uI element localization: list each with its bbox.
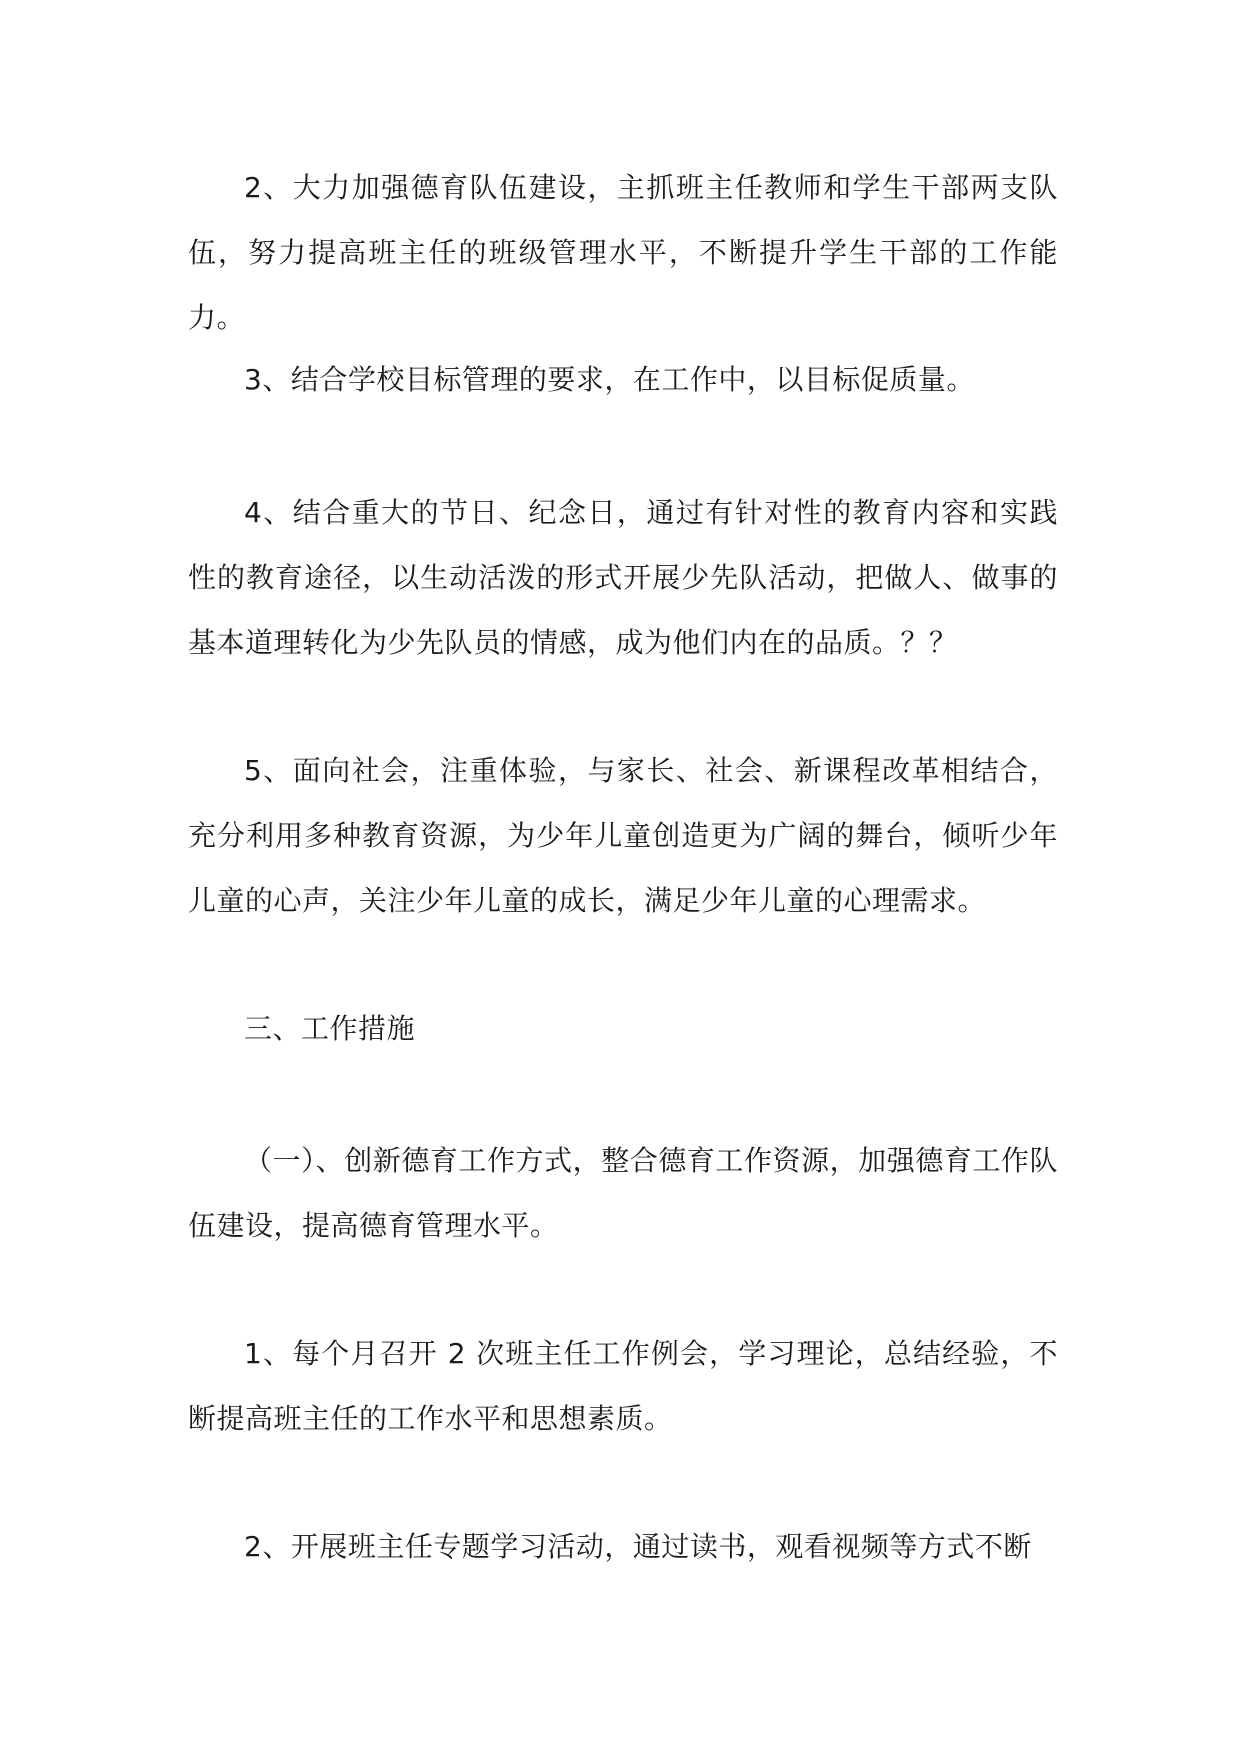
paragraph-item-2-special-study: 2、开展班主任专题学习活动，通过读书，观看视频等方式不断 [244, 1530, 1032, 1563]
subsection-heading-1: （一）、创新德育工作方式，整合德育工作资源，加强德育工作队伍建设，提高德育管理水平。 [188, 1144, 1058, 1242]
paragraph-item-5-society-experience: 5、面向社会，注重体验，与家长、社会、新课程改革相结合，充分利用多种教育资源，为少年儿童创造更为广阔的舞台，倾听少年儿童的心声，关注少年儿童的成长，满足少年儿童的心理需求。 [188, 754, 1058, 917]
section-heading-work-measures: 三、工作措施 [244, 1012, 416, 1045]
paragraph-item-1-monthly-meeting: 1、每个月召开 2 次班主任工作例会，学习理论，总结经验，不断提高班主任的工作水平和思想素质。 [188, 1337, 1058, 1435]
paragraph-item-3-target-management: 3、结合学校目标管理的要求，在工作中，以目标促质量。 [244, 363, 975, 396]
paragraph-item-4-festival-activities: 4、结合重大的节日、纪念日，通过有针对性的教育内容和实践性的教育途径，以生动活泼的形式开展少先队活动，把做人、做事的基本道理转化为少先队员的情感，成为他们内在的品质。？？ [188, 496, 1058, 659]
paragraph-item-2-team-building: 2、大力加强德育队伍建设，主抓班主任教师和学生干部两支队伍，努力提高班主任的班级管理水平，不断提升学生干部的工作能力。 [188, 171, 1058, 334]
